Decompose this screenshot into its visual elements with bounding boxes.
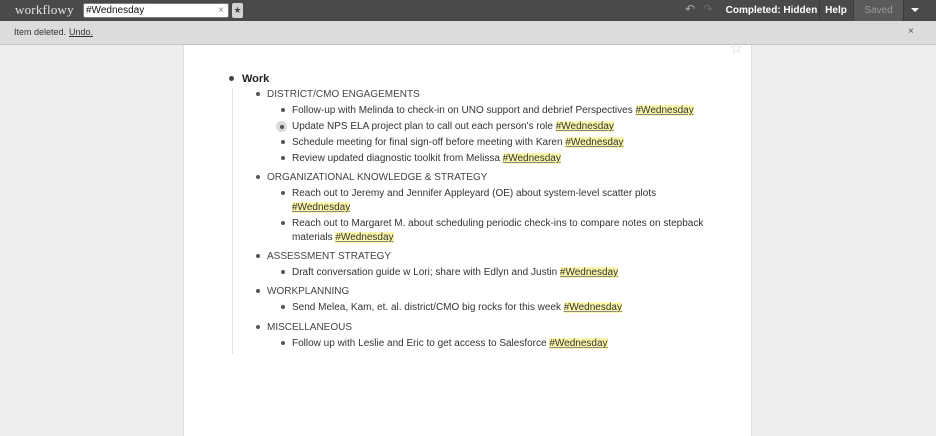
bullet-item[interactable] xyxy=(281,341,285,345)
item-text: Follow-up with Melinda to check-in on UNO support and debrief Perspectives xyxy=(292,105,633,116)
close-icon[interactable]: × xyxy=(908,26,914,37)
section-title[interactable]: ASSESSMENT STRATEGY xyxy=(267,251,392,262)
item-text: Reach out to Jeremy and Jennifer Appleyard (OE) about system-level scatter plots xyxy=(292,188,657,199)
root-item-work[interactable]: Work xyxy=(242,73,270,85)
item-text: Reach out to Margaret M. about scheduling periodic check-ins to compare notes on stepback xyxy=(292,218,704,229)
list-item-continuation[interactable] xyxy=(292,202,350,213)
list-item[interactable] xyxy=(292,218,703,229)
undo-icon[interactable]: ↶ xyxy=(685,2,696,16)
item-text: Update NPS ELA project plan to call out each person's role xyxy=(292,121,553,132)
tag-wednesday[interactable]: #Wednesday xyxy=(635,105,694,116)
item-text: Follow up with Leslie and Eric to get access to Salesforce xyxy=(292,338,547,349)
item-text: Send Melea, Kam, et. al. district/CMO big rocks for this week xyxy=(292,302,561,313)
top-bar xyxy=(0,0,936,21)
bullet-item[interactable] xyxy=(281,108,285,112)
search-input[interactable] xyxy=(86,4,214,17)
chevron-down-icon xyxy=(911,8,919,12)
bullet-item[interactable] xyxy=(281,270,285,274)
undo-link[interactable]: Undo. xyxy=(69,27,94,37)
list-item[interactable] xyxy=(292,338,608,349)
list-item[interactable] xyxy=(292,302,622,313)
search-box[interactable] xyxy=(83,3,229,18)
section-title[interactable]: WORKPLANNING xyxy=(267,286,350,297)
bullet-item[interactable] xyxy=(281,140,285,144)
list-item[interactable] xyxy=(292,188,656,199)
list-item[interactable] xyxy=(292,137,624,148)
list-item[interactable] xyxy=(292,267,618,278)
notification-message: Item deleted. xyxy=(14,27,67,37)
redo-icon[interactable]: ↷ xyxy=(703,2,714,16)
bullet-section[interactable] xyxy=(256,175,260,179)
document-page xyxy=(183,45,752,436)
item-text: Draft conversation guide w Lori; share with Edlyn and Justin xyxy=(292,267,558,278)
tag-wednesday[interactable]: #Wednesday xyxy=(502,153,561,164)
notification-bar xyxy=(0,21,936,45)
section-title[interactable]: MISCELLANEOUS xyxy=(267,322,353,333)
menu-dropdown-button[interactable] xyxy=(903,0,926,21)
star-page-icon[interactable]: ☆ xyxy=(730,40,743,56)
tag-wednesday[interactable]: #Wednesday xyxy=(563,302,622,313)
bullet-item[interactable] xyxy=(281,191,285,195)
app-logo[interactable]: workflowy xyxy=(15,2,74,17)
list-item-continuation[interactable] xyxy=(292,232,394,243)
bullet-section[interactable] xyxy=(256,325,260,329)
item-text: materials xyxy=(292,232,333,243)
list-item[interactable] xyxy=(292,121,614,132)
bullet-item[interactable] xyxy=(281,221,285,225)
list-item[interactable] xyxy=(292,105,694,116)
tag-wednesday[interactable]: #Wednesday xyxy=(335,232,394,243)
item-text: Schedule meeting for final sign-off before meeting with Karen xyxy=(292,137,563,148)
tag-wednesday[interactable]: #Wednesday xyxy=(559,267,619,278)
list-item[interactable] xyxy=(292,153,561,164)
item-text: Review updated diagnostic toolkit from Melissa xyxy=(292,153,500,164)
indent-guide xyxy=(232,88,233,354)
star-search-button[interactable]: ★ xyxy=(232,3,243,18)
help-button[interactable]: Help xyxy=(819,0,852,21)
bullet-section[interactable] xyxy=(256,254,260,258)
clear-search-icon[interactable]: × xyxy=(218,5,224,16)
saved-status-button[interactable]: Saved xyxy=(853,0,903,21)
tag-wednesday[interactable]: #Wednesday xyxy=(549,338,608,349)
tag-wednesday[interactable]: #Wednesday xyxy=(292,202,351,213)
bullet-root[interactable] xyxy=(229,76,234,81)
bullet-section[interactable] xyxy=(256,92,260,96)
section-title[interactable]: ORGANIZATIONAL KNOWLEDGE & STRATEGY xyxy=(267,172,488,183)
bullet-item[interactable] xyxy=(281,156,285,160)
tag-wednesday[interactable]: #Wednesday xyxy=(565,137,624,148)
section-title[interactable]: DISTRICT/CMO ENGAGEMENTS xyxy=(267,89,420,100)
bullet-item-hover[interactable] xyxy=(276,121,287,132)
completed-toggle-button[interactable]: Completed: Hidden xyxy=(725,5,818,16)
tag-wednesday[interactable]: #Wednesday xyxy=(555,121,614,132)
bullet-item[interactable] xyxy=(281,305,285,309)
bullet-section[interactable] xyxy=(256,289,260,293)
